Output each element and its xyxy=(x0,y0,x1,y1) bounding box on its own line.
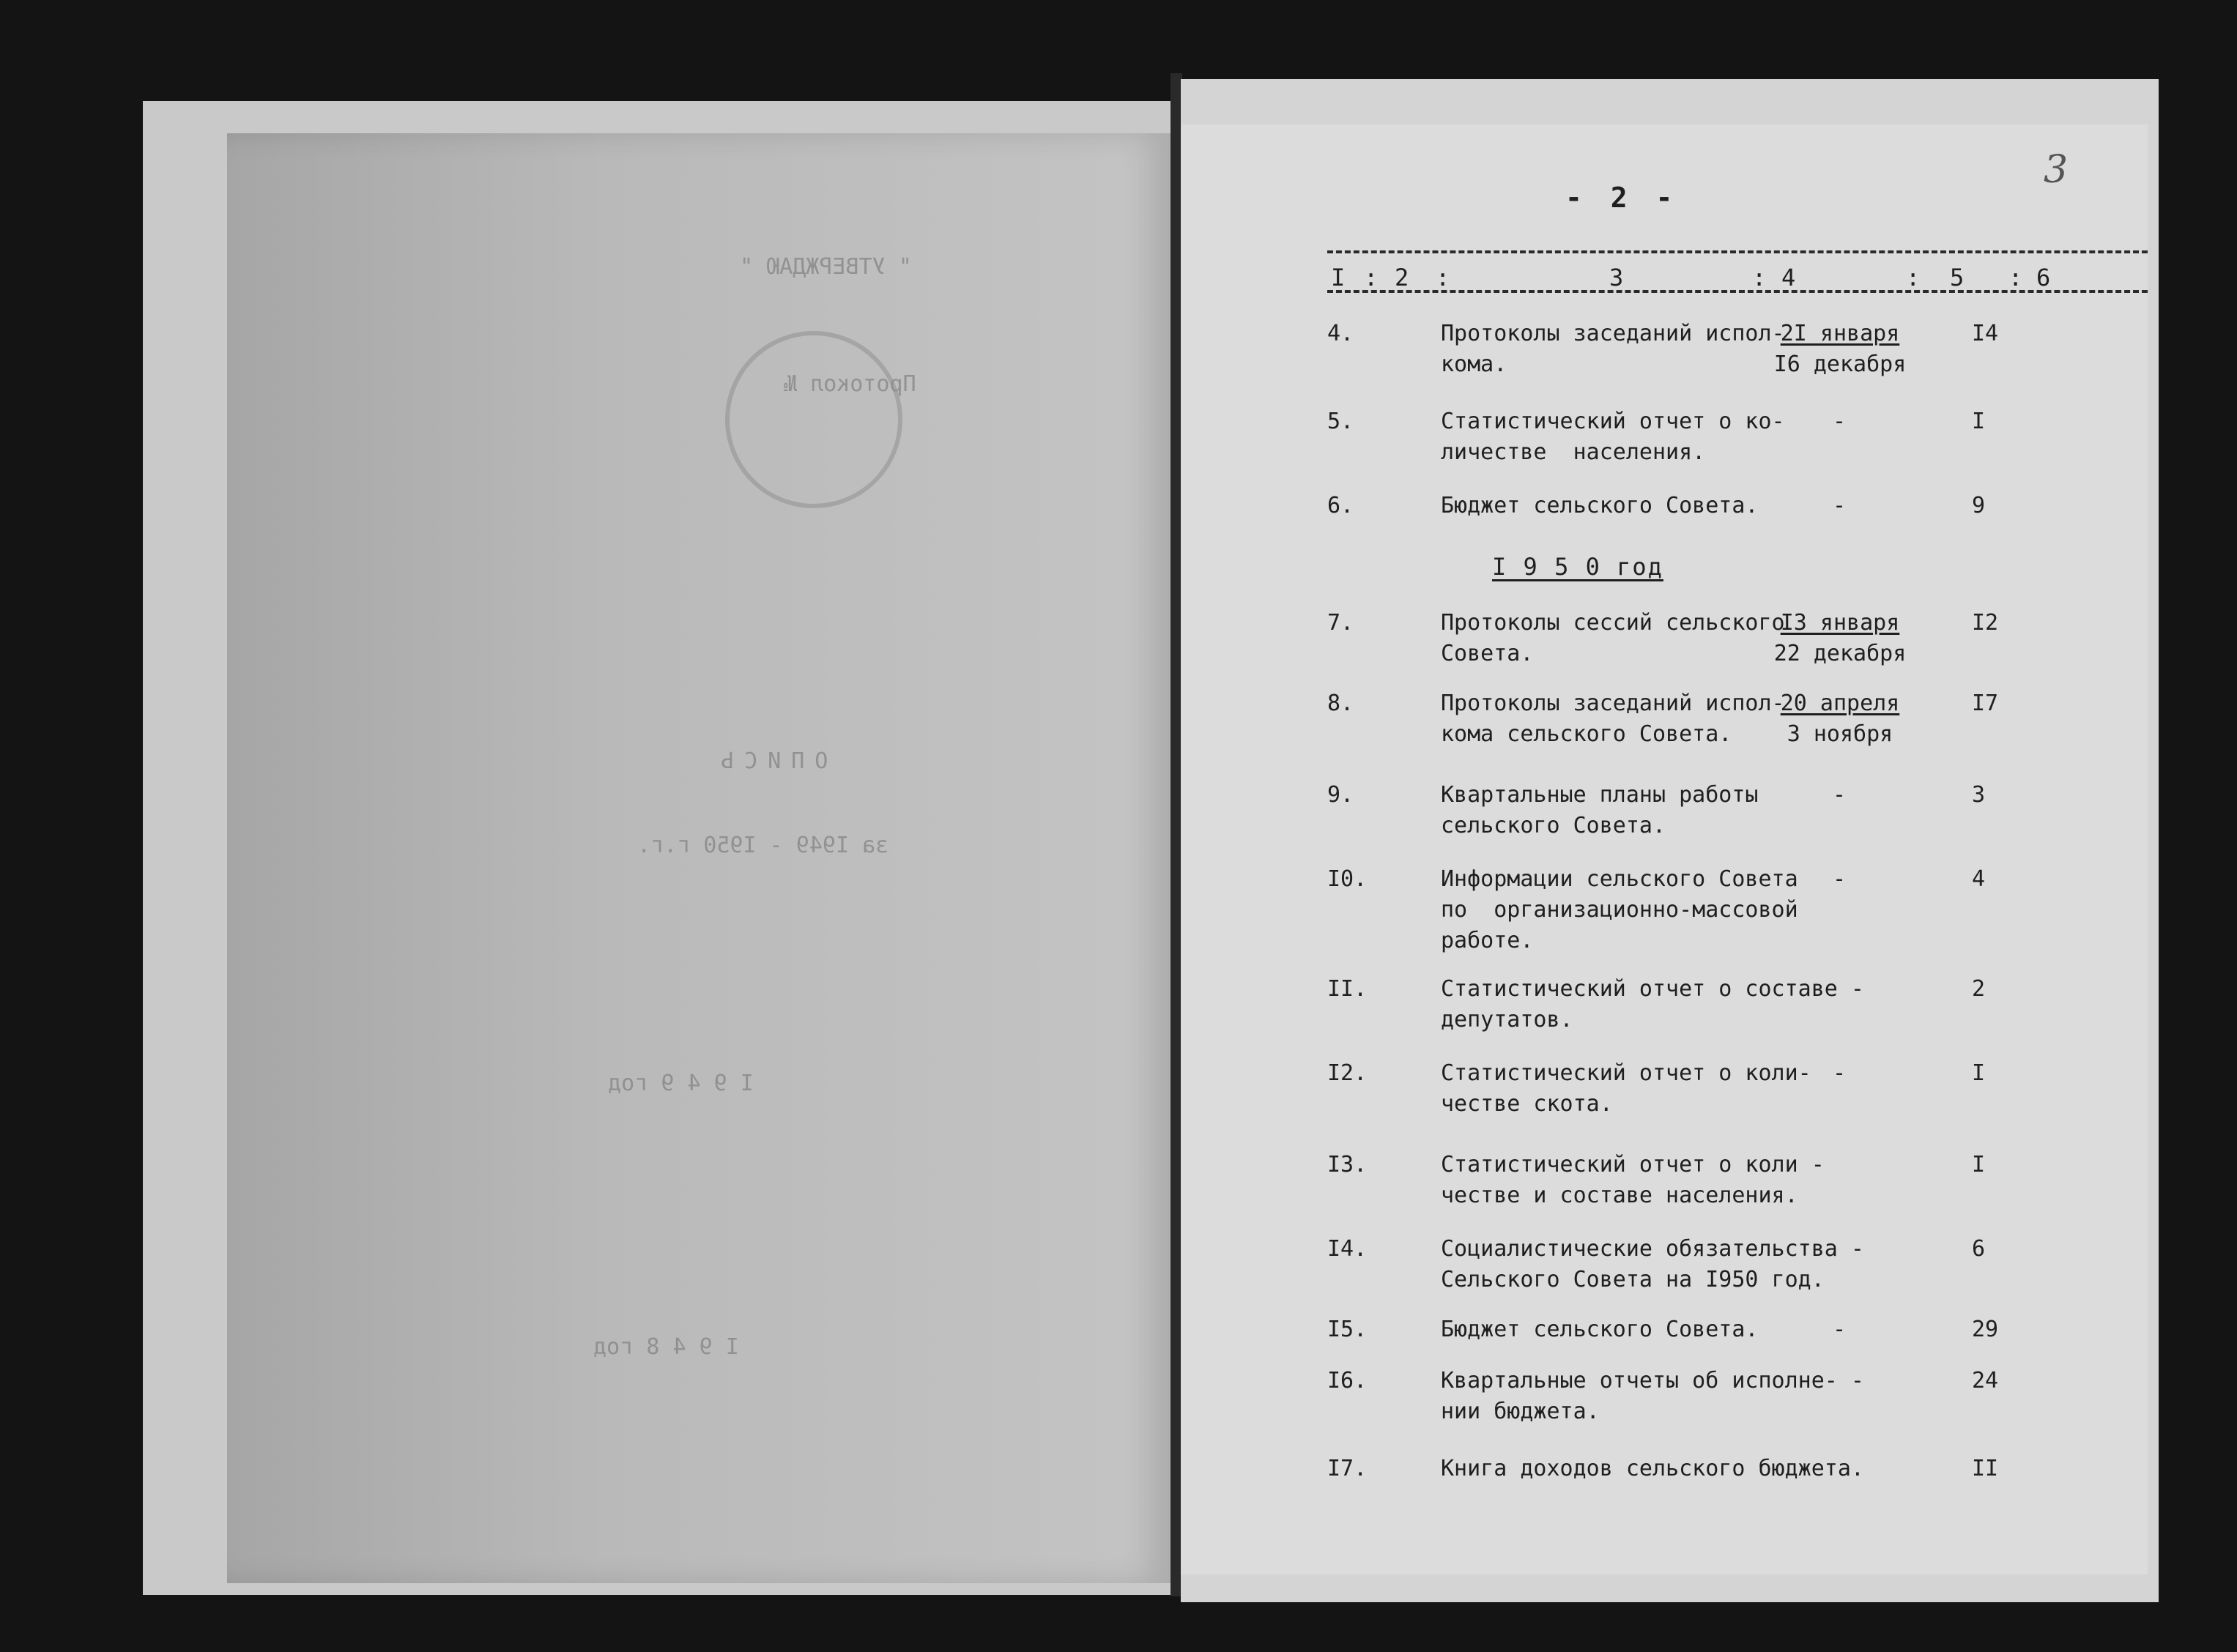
header-cell: : xyxy=(2008,264,2023,291)
row-title-line: Бюджет сельского Совета. xyxy=(1441,1317,1759,1342)
header-cell: : xyxy=(1436,264,1450,291)
row-title-line: Бюджет сельского Совета. xyxy=(1441,493,1759,518)
row-count: 24 xyxy=(1972,1368,1999,1394)
row-count: 4 xyxy=(1972,866,1986,892)
row-title-line: Статистический отчет о составе - xyxy=(1441,976,1864,1002)
row-date-line: - xyxy=(1833,782,1847,808)
row-date-line: - xyxy=(1833,1060,1847,1086)
row-number: I4. xyxy=(1327,1236,1368,1262)
row-number: I3. xyxy=(1327,1152,1368,1177)
row-title-line: Совета. xyxy=(1441,641,1534,666)
row-title-line: Протоколы сессий сельского xyxy=(1441,610,1785,636)
row-count: I xyxy=(1972,1152,1986,1177)
row-title-line: Протоколы заседаний испол- xyxy=(1441,321,1785,346)
row-title-line: Книга доходов сельского бюджета. xyxy=(1441,1456,1864,1481)
header-cell: : xyxy=(1364,264,1379,291)
row-count: 3 xyxy=(1972,782,1986,808)
row-title-line: Статистический отчет о коли- xyxy=(1441,1060,1811,1086)
row-title-line: Протоколы заседаний испол- xyxy=(1441,691,1785,716)
row-number: I7. xyxy=(1327,1456,1368,1481)
row-count: I2 xyxy=(1972,610,1999,636)
row-number: 9. xyxy=(1327,782,1354,808)
year-heading: I 9 5 0 год xyxy=(1492,553,1663,581)
row-date-line: - xyxy=(1833,493,1847,518)
row-title-line: Информации сельского Совета xyxy=(1441,866,1798,892)
row-count: 6 xyxy=(1972,1236,1986,1262)
row-title-line: Квартальные планы работы xyxy=(1441,782,1759,808)
header-cell: 6 xyxy=(2036,264,2051,291)
row-number: II. xyxy=(1327,976,1368,1002)
header-cell: : xyxy=(1906,264,1921,291)
row-date-line: I3 января xyxy=(1780,610,1900,636)
row-title-line: Социалистические обязательства - xyxy=(1441,1236,1864,1262)
header-rule-bottom xyxy=(1327,290,2148,293)
row-date-line: 20 апреля xyxy=(1780,691,1900,716)
row-count: 29 xyxy=(1972,1317,1999,1342)
ghost-line: I 9 4 9 год xyxy=(608,1071,754,1096)
row-title-line: сельского Совета. xyxy=(1441,813,1666,838)
row-number: 7. xyxy=(1327,610,1354,636)
header-cell: 3 xyxy=(1609,264,1624,291)
row-count: I xyxy=(1972,1060,1986,1086)
row-number: I5. xyxy=(1327,1317,1368,1342)
row-title-line: Сельского Совета на I950 год. xyxy=(1441,1267,1825,1292)
left-page-bleed-through xyxy=(227,133,1172,1583)
row-date-line: - xyxy=(1833,409,1847,434)
ghost-line: ОПИСЬ xyxy=(711,748,828,774)
header-cell: 5 xyxy=(1950,264,1965,291)
row-count: I4 xyxy=(1972,321,1999,346)
header-cell: : xyxy=(1752,264,1767,291)
header-cell: I xyxy=(1331,264,1346,291)
row-count: II xyxy=(1972,1456,1999,1481)
header-cell: 4 xyxy=(1781,264,1796,291)
row-title-line: кома. xyxy=(1441,351,1507,377)
row-number: 4. xyxy=(1327,321,1354,346)
mirrored-bleed-text xyxy=(227,133,1172,1583)
row-count: 2 xyxy=(1972,976,1986,1002)
ghost-line: I 9 4 8 год xyxy=(593,1334,739,1360)
ghost-line: за I949 - I950 г.г. xyxy=(637,833,889,858)
header-rule-top xyxy=(1327,250,2148,253)
row-title-line: Статистический отчет о ко- xyxy=(1441,409,1785,434)
row-title-line: нии бюджета. xyxy=(1441,1399,1600,1424)
ghost-line: Протокол № xyxy=(784,371,916,397)
handwritten-folio: 3 xyxy=(2044,148,2069,192)
row-title-line: депутатов. xyxy=(1441,1007,1573,1032)
row-number: I2. xyxy=(1327,1060,1368,1086)
faded-stamp xyxy=(725,331,902,508)
row-title-line: честве и составе населения. xyxy=(1441,1183,1798,1208)
ghost-line: " УТВЕРЖДАЮ " xyxy=(740,254,912,280)
row-date-line: 22 декабря xyxy=(1773,641,1907,666)
row-date-line: - xyxy=(1833,866,1847,892)
row-date-line: I6 декабря xyxy=(1773,351,1907,377)
row-number: 5. xyxy=(1327,409,1354,434)
row-title-line: личестве населения. xyxy=(1441,439,1706,465)
row-number: 8. xyxy=(1327,691,1354,716)
row-title-line: Квартальные отчеты об исполне- - xyxy=(1441,1368,1864,1394)
header-cell: 2 xyxy=(1395,264,1409,291)
row-title-line: честве скота. xyxy=(1441,1091,1613,1117)
row-date-line: - xyxy=(1833,1317,1847,1342)
row-date-line: 2I января xyxy=(1780,321,1900,346)
row-count: I xyxy=(1972,409,1986,434)
row-number: I0. xyxy=(1327,866,1368,892)
page-number: - 2 - xyxy=(1565,182,1679,214)
row-number: I6. xyxy=(1327,1368,1368,1394)
right-page xyxy=(1181,124,2148,1574)
row-number: 6. xyxy=(1327,493,1354,518)
row-count: I7 xyxy=(1972,691,1999,716)
row-title-line: кома сельского Совета. xyxy=(1441,721,1732,747)
row-title-line: работе. xyxy=(1441,928,1534,953)
row-date-line: 3 ноября xyxy=(1787,721,1893,747)
row-title-line: Статистический отчет о коли - xyxy=(1441,1152,1825,1177)
row-count: 9 xyxy=(1972,493,1986,518)
row-title-line: по организационно-массовой xyxy=(1441,897,1798,923)
